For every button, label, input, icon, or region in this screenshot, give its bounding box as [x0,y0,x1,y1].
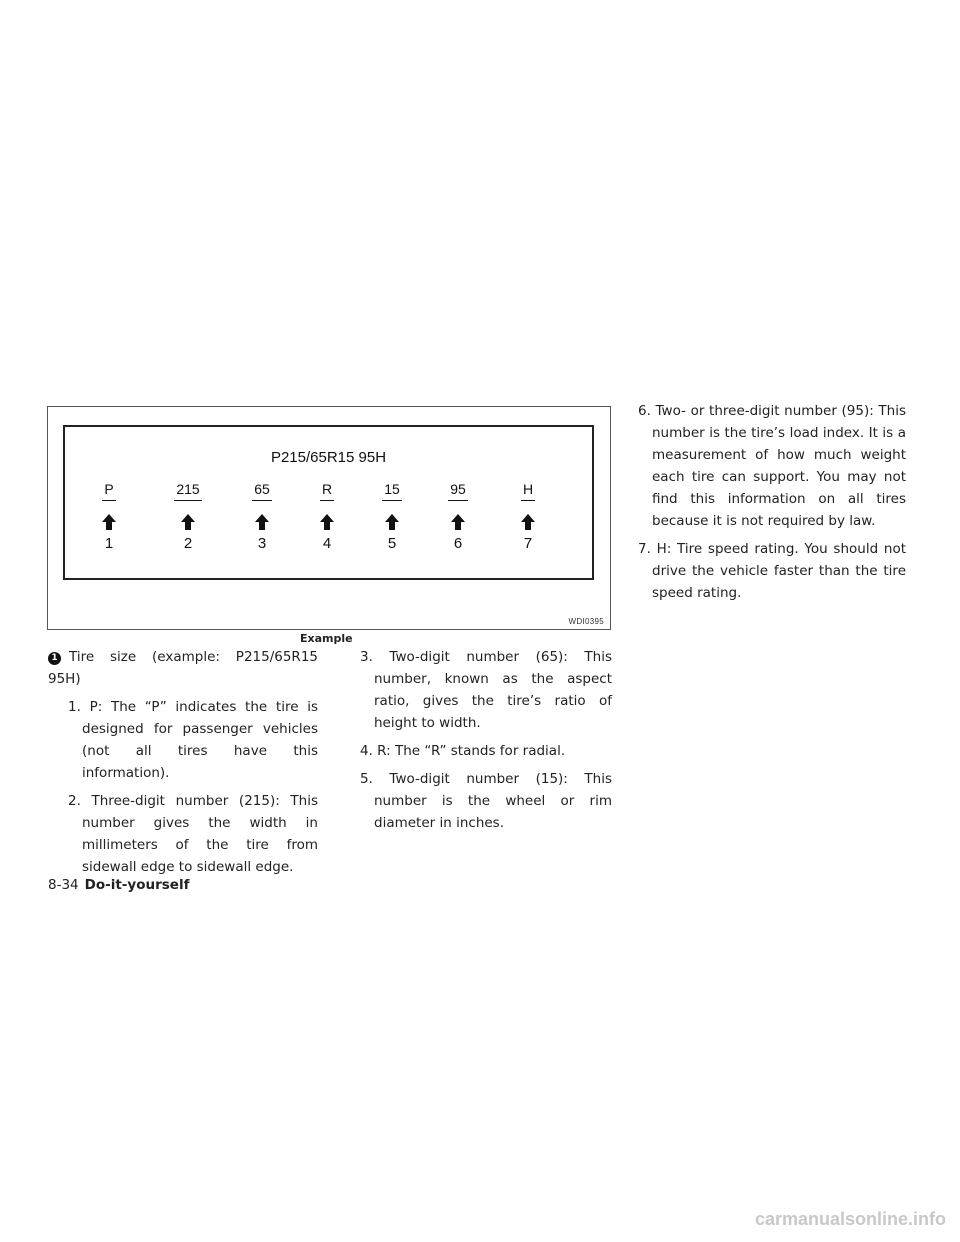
tire-code-part [163,479,213,552]
up-arrow-icon [101,513,117,531]
tire-code-part [367,479,417,552]
tire-code-part-number: 3 [257,535,267,552]
list-item: 5. Two-digit number (15): This number is the wheel or rim diameter in inches. [360,771,612,831]
tire-code-part-label: 95 [448,481,468,501]
tire-code-part-number: 1 [104,535,114,552]
tire-size-figure [47,406,611,630]
figure-caption: Example [300,632,353,645]
tire-code-part-number: 7 [523,535,533,552]
callout-number-icon: 1 [48,652,61,665]
list-item: 4. R: The “R” stands for radial. [360,743,566,759]
up-arrow-icon [384,513,400,531]
tire-code-part-label: P [102,481,115,501]
tire-code-part [302,479,352,552]
page-footer [48,877,189,893]
section-heading [48,646,318,690]
tire-code-part [503,479,553,552]
up-arrow-icon [254,513,270,531]
figure-id: WDI0395 [568,617,604,626]
tire-code-part [237,479,287,552]
tire-code-part [433,479,483,552]
column-right [638,400,906,610]
tire-code-panel [63,425,594,580]
list-item: 1. P: The “P” indicates the tire is designed for passenger vehicles (not all tires have this information). [68,699,318,781]
list-item: 2. Three-digit number (215): This number gives the width in millimeters of the tire from sidewall edge to sidewall edge. [68,793,318,875]
tire-code-part-number: 4 [322,535,332,552]
tire-code-part-label: H [521,481,535,501]
list-item: 6. Two- or three-digit number (95): This number is the tire’s load index. It is a measurement of how much weight each tire can support. You may not find this information on all tires because it is not required by law. [638,403,906,529]
tire-code-part [84,479,134,552]
up-arrow-icon [520,513,536,531]
tire-code-part-number: 2 [183,535,193,552]
up-arrow-icon [180,513,196,531]
chapter-title: Do-it-yourself [84,877,190,893]
section-heading-text: Tire size (example: P215/65R15 95H) [48,649,318,687]
tire-code-part-number: 5 [387,535,397,552]
site-watermark: carmanualsonline.info [754,1209,946,1229]
tire-code-part-number: 6 [453,535,463,552]
column-left [48,646,318,884]
column-middle [360,646,612,840]
up-arrow-icon [450,513,466,531]
tire-code-part-label: 65 [252,481,272,501]
up-arrow-icon [319,513,335,531]
tire-code-title: P215/65R15 95H [270,449,387,466]
tire-code-part-label: 15 [382,481,402,501]
tire-code-part-label: R [320,481,334,501]
page-number: 8-34 [48,877,79,893]
tire-code-part-label: 215 [174,481,201,501]
list-item: 3. Two-digit number (65): This number, known as the aspect ratio, gives the tire’s ratio of height to width. [360,649,612,731]
list-item: 7. H: Tire speed rating. You should not drive the vehicle faster than the tire speed rating. [638,541,906,601]
